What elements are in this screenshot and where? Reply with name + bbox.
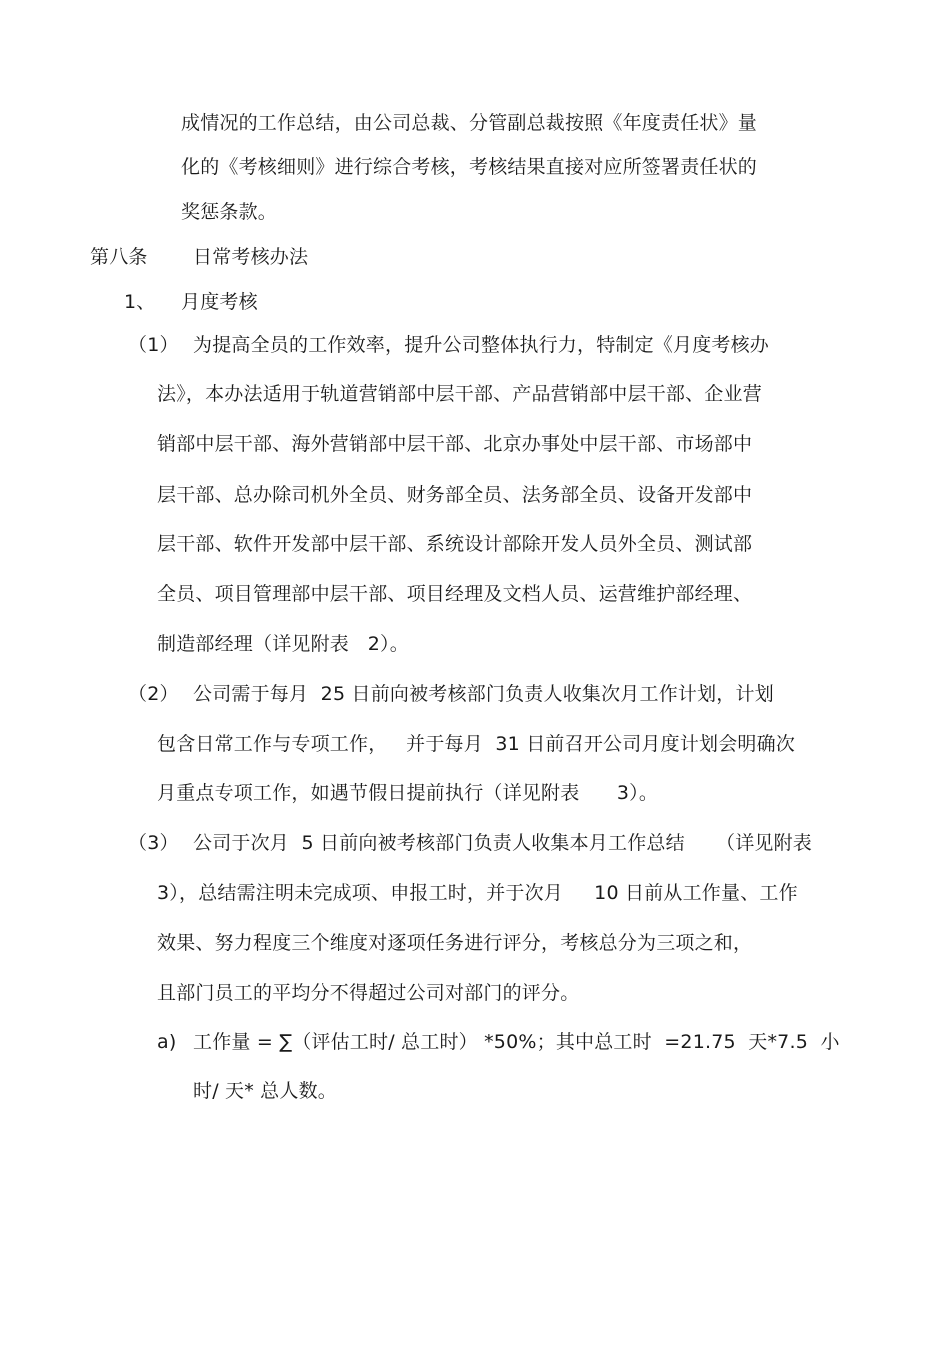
item-line: 层干部、总办除司机外全员、财务部全员、法务部全员、设备开发部中 [157, 484, 753, 506]
item-line: 销部中层干部、海外营销部中层干部、北京办事处中层干部、市场部中 [157, 433, 753, 455]
article-title: 日常考核办法 [193, 246, 309, 268]
item-line: 包含日常工作与专项工作， 并于每月 31 日前召开公司月度计划会明确次 [157, 733, 796, 755]
item-line: 全员、项目管理部中层干部、项目经理及文档人员、运营维护部经理、 [157, 583, 753, 605]
item-line: 为提高全员的工作效率，提升公司整体执行力，特制定《月度考核办 [193, 334, 770, 356]
item-line: 法》，本办法适用于轨道营销部中层干部、产品营销部中层干部、企业营 [157, 383, 762, 405]
subitem-line: 工作量 = ∑（评估工时/ 总工时） *50%；其中总工时 =21.75 天*7.5 小 [193, 1031, 840, 1053]
intro-line: 成情况的工作总结，由公司总裁、分管副总裁按照《年度责任状》量 [181, 112, 758, 134]
subitem-number: a) [157, 1031, 177, 1053]
item-number: （2） [128, 683, 179, 705]
item-line: 公司需于每月 25 日前向被考核部门负责人收集次月工作计划，计划 [193, 683, 774, 705]
item-line: 制造部经理（详见附表 2）。 [157, 633, 409, 655]
item-line: 且部门员工的平均分不得超过公司对部门的评分。 [157, 982, 580, 1004]
intro-line: 化的《考核细则》进行综合考核，考核结果直接对应所签署责任状的 [181, 156, 758, 178]
item-number: （3） [128, 832, 179, 854]
article-number: 第八条 [90, 246, 148, 268]
item-line: 层干部、软件开发部中层干部、系统设计部除开发人员外全员、测试部 [157, 533, 753, 555]
item-number: （1） [128, 334, 179, 356]
section-number: 1、 [124, 291, 156, 313]
item-line: 公司于次月 5 日前向被考核部门负责人收集本月工作总结 （详见附表 [193, 832, 813, 854]
item-line: 效果、努力程度三个维度对逐项任务进行评分，考核总分为三项之和， [157, 932, 753, 954]
subitem-line: 时/ 天* 总人数。 [193, 1080, 337, 1102]
item-line: 3），总结需注明未完成项、申报工时，并于次月 10 日前从工作量、工作 [157, 882, 798, 904]
section-title: 月度考核 [181, 291, 258, 313]
item-line: 月重点专项工作，如遇节假日提前执行（详见附表 3）。 [157, 782, 659, 804]
intro-line: 奖惩条款。 [181, 201, 278, 223]
